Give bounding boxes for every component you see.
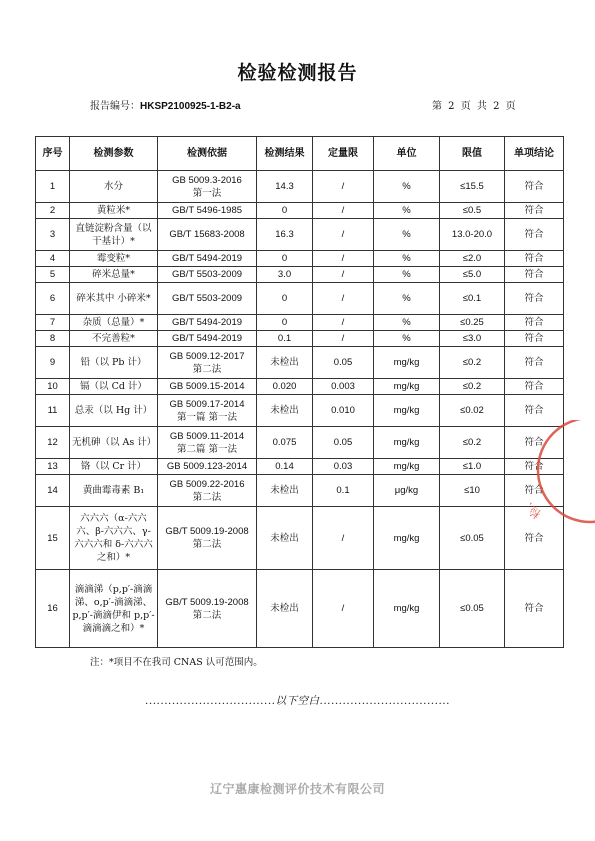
cell-limit: ≤0.2 [440,427,505,459]
cell-limit: 13.0-20.0 [440,219,505,251]
cell-basis [158,475,257,507]
table-row [36,347,564,379]
cell-unit: % [374,171,440,203]
cell-conclusion: 符合 [505,427,564,459]
cell-unit: mg/kg [374,379,440,395]
basis-method: 第二法 [192,539,222,550]
basis-standard: GB 5009.3-2016 [172,174,242,186]
cell-basis [158,315,257,331]
cell-limit: ≤0.25 [440,315,505,331]
cell-limit: ≤15.5 [440,171,505,203]
basis-method: 第二法 [192,363,222,375]
report-number-value: HKSP2100925-1-B2-a [140,101,241,112]
cell-param: 直链淀粉含量（以干基计）* [70,219,158,251]
cell-limit: ≤2.0 [440,251,505,267]
cell-no: 4 [36,251,70,267]
cell-result: 0.14 [257,459,313,475]
cell-no: 12 [36,427,70,459]
cell-basis [158,267,257,283]
cell-basis [158,203,257,219]
basis-method: 第一法 [192,187,222,199]
cell-loq: / [313,203,374,219]
table-row [36,251,564,267]
cell-param: 碎米其中 小碎米* [70,283,158,315]
cell-result: 16.3 [257,219,313,251]
cell-no: 10 [36,379,70,395]
cell-conclusion: 符合 [505,331,564,347]
table-row [36,203,564,219]
cell-loq: / [313,315,374,331]
cell-basis [158,251,257,267]
cell-limit: ≤1.0 [440,459,505,475]
cell-limit: ≤5.0 [440,267,505,283]
cell-param: 不完善粒* [70,331,158,347]
cell-loq: / [313,171,374,203]
cell-param: 黄粒米* [70,203,158,219]
cell-basis [158,507,257,570]
cell-result: 0 [257,251,313,267]
cell-loq: / [313,283,374,315]
cell-no: 1 [36,171,70,203]
basis-standard: GB/T 5503-2009 [171,269,243,280]
cell-basis [158,395,257,427]
cell-param: 铅（以 Pb 计） [70,347,158,379]
cell-no: 6 [36,283,70,315]
basis-standard: GB 5009.12-2017 [169,350,245,362]
cell-conclusion: 符合 [505,219,564,251]
cell-unit: % [374,203,440,219]
cell-basis [158,283,257,315]
cell-loq: / [313,251,374,267]
company-name: 辽宁惠康检测评价技术有限公司 [209,782,385,796]
basis-standard: GB/T 5494-2019 [171,333,243,344]
header-unit: 单位 [374,137,440,171]
basis-standard: GB/T 5494-2019 [171,317,243,328]
cell-basis [158,171,257,203]
cell-limit: ≤0.02 [440,395,505,427]
basis-method: 第一篇 第一法 [176,411,238,423]
cell-result: 0.075 [257,427,313,459]
basis-standard: GB/T 5494-2019 [171,253,243,264]
cell-limit: ≤0.5 [440,203,505,219]
basis-standard: GB 5009.22-2016 [169,478,245,490]
cell-limit: ≤10 [440,475,505,507]
cell-result: 未检出 [257,347,313,379]
cell-no: 3 [36,219,70,251]
cell-limit: ≤0.05 [440,570,505,648]
basis-method: 第二篇 第一法 [176,443,238,455]
report-title: 检验检测报告 [237,62,358,84]
cell-result: 0.1 [257,331,313,347]
cell-result: 14.3 [257,171,313,203]
cell-param: 六六六（α-六六六、β-六六六、γ-六六六和 δ-六六六之和）* [70,507,158,570]
cell-param: 碎米总量* [70,267,158,283]
basis-standard: GB/T 5496-1985 [171,205,243,216]
cell-no: 2 [36,203,70,219]
cell-param: 水分 [70,171,158,203]
cell-loq: / [313,331,374,347]
cell-unit: mg/kg [374,570,440,648]
table-row [36,171,564,203]
cell-loq: 0.03 [313,459,374,475]
cell-param: 铬（以 Cr 计） [70,459,158,475]
cell-loq: / [313,219,374,251]
cell-no: 7 [36,315,70,331]
cell-conclusion: 符合 [505,315,564,331]
cell-param: 霉变粒* [70,251,158,267]
table-row [36,267,564,283]
cell-unit: % [374,315,440,331]
cell-no: 11 [36,395,70,427]
cell-result: 未检出 [257,395,313,427]
header-result: 检测结果 [257,137,313,171]
basis-method: 第二法 [192,609,222,621]
header-limit: 限值 [440,137,505,171]
cell-result: 3.0 [257,267,313,283]
cell-limit: ≤0.1 [440,283,505,315]
table-body [36,171,564,648]
basis-standard: GB 5009.15-2014 [169,381,245,392]
cell-conclusion: 符合 [505,283,564,315]
cell-no: 16 [36,570,70,648]
basis-method: 第二法 [192,491,222,503]
cell-conclusion: 符合 [505,379,564,395]
basis-standard: GB/T 5503-2009 [171,293,243,304]
cell-unit: % [374,219,440,251]
cell-conclusion: 符合 [505,171,564,203]
cell-no: 9 [36,347,70,379]
cell-param: 总汞（以 Hg 计） [70,395,158,427]
cell-unit: mg/kg [374,427,440,459]
table-row [36,427,564,459]
basis-standard: GB/T 15683-2008 [169,229,245,240]
cell-loq: 0.05 [313,427,374,459]
cell-basis [158,379,257,395]
cell-basis [158,459,257,475]
table-row [36,459,564,475]
cell-no: 14 [36,475,70,507]
cell-limit: ≤0.05 [440,507,505,570]
basis-standard: GB 5009.11-2014 [169,430,245,442]
cell-loq: / [313,267,374,283]
basis-standard: GB/T 5009.19-2008 [165,526,249,537]
header-no: 序号 [36,137,70,171]
cell-unit: μg/kg [374,475,440,507]
cell-loq: 0.05 [313,347,374,379]
cell-basis [158,570,257,648]
cell-conclusion: 符合 [505,507,564,570]
basis-standard: GB/T 5009.19-2008 [165,596,249,608]
cell-param: 杂质（总量）* [70,315,158,331]
cell-limit: ≤3.0 [440,331,505,347]
cell-limit: ≤0.2 [440,347,505,379]
cell-unit: % [374,267,440,283]
header-conclusion: 单项结论 [505,137,564,171]
cell-param: 镉（以 Cd 计） [70,379,158,395]
cell-loq: 0.010 [313,395,374,427]
results-table [35,136,564,648]
cell-result: 未检出 [257,475,313,507]
cell-result: 未检出 [257,570,313,648]
header-param: 检测参数 [70,137,158,171]
cell-conclusion: 符合 [505,203,564,219]
cell-conclusion: 符合 [505,570,564,648]
cell-loq: / [313,570,374,648]
header-basis: 检测依据 [158,137,257,171]
cell-conclusion: 符合 [505,267,564,283]
cell-basis [158,331,257,347]
table-row [36,570,564,648]
cell-param: 无机砷（以 As 计） [70,427,158,459]
cell-conclusion: 符合 [505,347,564,379]
cell-result: 0.020 [257,379,313,395]
cell-loq: 0.003 [313,379,374,395]
cell-unit: % [374,283,440,315]
cell-no: 13 [36,459,70,475]
cell-conclusion: 符合 [505,459,564,475]
cell-basis [158,427,257,459]
cell-loq: / [313,507,374,570]
cell-result: 0 [257,203,313,219]
table-row [36,395,564,427]
table-row [36,379,564,395]
report-number-label: 报告编号： [90,101,140,112]
cell-conclusion: 符合 [505,475,564,507]
stamp-seal [530,420,595,534]
cell-no: 5 [36,267,70,283]
cell-basis [158,219,257,251]
blank-line: ..................................以下空白.................................. [145,695,450,707]
cell-param: 黄曲霉毒素 B₁ [70,475,158,507]
cell-loq: 0.1 [313,475,374,507]
table-header-row [36,137,564,171]
table-row [36,475,564,507]
table-row [36,315,564,331]
page-info: 第 2 页 共 2 页 [432,101,516,112]
cell-result: 未检出 [257,507,313,570]
cell-unit: % [374,251,440,267]
cell-param: 滴滴涕（p,p′-滴滴涕、o,p′-滴滴涕、p,p′-滴滴伊和 p,p′-滴滴滴之和）* [70,570,158,648]
cell-unit: mg/kg [374,395,440,427]
cell-unit: mg/kg [374,507,440,570]
cell-no: 8 [36,331,70,347]
table-row [36,283,564,315]
table-row [36,331,564,347]
report-number [90,97,241,112]
cell-unit: % [374,331,440,347]
cell-unit: mg/kg [374,347,440,379]
seal-graphic [530,420,595,530]
table-row [36,219,564,251]
cell-conclusion: 符合 [505,251,564,267]
basis-standard: GB 5009.17-2014 [169,398,245,410]
cell-basis [158,347,257,379]
cell-result: 0 [257,315,313,331]
cell-no: 15 [36,507,70,570]
cell-limit: ≤0.2 [440,379,505,395]
header-loq: 定量限 [313,137,374,171]
table-row [36,507,564,570]
cell-result: 0 [257,283,313,315]
basis-standard: GB 5009.123-2014 [166,461,248,472]
note: 注：*项目不在我司 CNAS 认可范围内。 [90,657,263,668]
cell-conclusion: 符合 [505,395,564,427]
cell-unit: mg/kg [374,459,440,475]
